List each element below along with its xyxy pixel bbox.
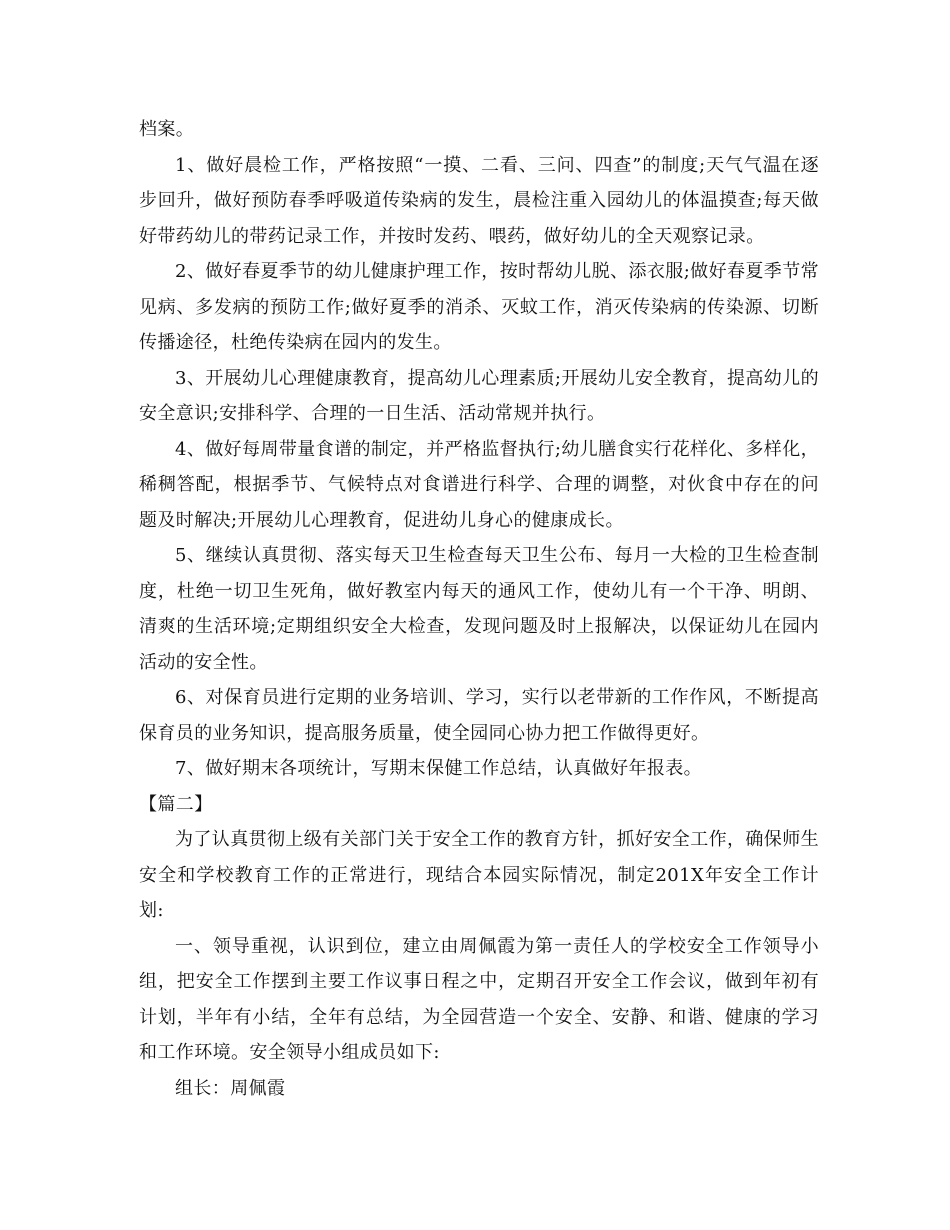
document-body <box>139 112 819 1106</box>
paragraph-intro: 为了认真贯彻上级有关部门关于安全工作的教育方针，抓好安全工作，确保师生安全和学校教育工作的正常进行，现结合本园实际情况，制定201X年安全工作计划: <box>139 829 819 921</box>
paragraph-item-4: 4、做好每周带量食谱的制定，并严格监督执行;幼儿膳食实行花样化、多样化，稀稠答配，根据季节、气候特点对食谱进行科学、合理的调整，对伙食中存在的问题及时解决;开展幼儿心理教育，促进幼儿身心的健康成长。 <box>139 438 819 531</box>
paragraph-item-3: 3、开展幼儿心理健康教育，提高幼儿心理素质;开展幼儿安全教育，提高幼儿的安全意识;安排科学、合理的一日生活、活动常规并执行。 <box>139 367 819 424</box>
paragraph-group-leader: 组长：周佩霞 <box>175 1077 286 1099</box>
paragraph-item-1: 1、做好晨检工作，严格按照“一摸、二看、三问、四查”的制度;天气气温在逐步回升，做好预防春季呼吸道传染病的发生，晨检注重入园幼儿的体温摸查;每天做好带药幼儿的带药记录工作，并按时发药、喂药，做好幼儿的全天观察记录。 <box>139 154 819 247</box>
paragraph-item-2: 2、做好春夏季节的幼儿健康护理工作，按时帮幼儿脱、添衣服;做好春夏季节常见病、多发病的预防工作;做好夏季的消杀、灭蚊工作，消灭传染病的传染源、切断传播途径，杜绝传染病在园内的发生。 <box>139 261 819 353</box>
paragraph-item-7: 7、做好期末各项统计，写期末保健工作总结，认真做好年报表。 <box>175 758 703 779</box>
paragraph-item-5: 5、继续认真贯彻、落实每天卫生检查每天卫生公布、每月一大检的卫生检查制度，杜绝一切卫生死角，做好教室内每天的通风工作，使幼儿有一个干净、明朗、清爽的生活环境;定期组织安全大检查，发现问题及时上报解决，以保证幼儿在园内活动的安全性。 <box>139 545 819 673</box>
paragraph-continuation: 档案。 <box>139 119 195 140</box>
paragraph-section-1: 一、领导重视，认识到位，建立由周佩霞为第一责任人的学校安全工作领导小组，把安全工作摆到主要工作议事日程之中，定期召开安全工作会议，做到年初有计划，半年有小结，全年有总结，为全园营造一个安全、安静、和谐、健康的学习和工作环境。安全领导小组成员如下: <box>139 935 819 1063</box>
section-heading: 【篇二】 <box>139 793 213 815</box>
paragraph-item-6: 6、对保育员进行定期的业务培训、学习，实行以老带新的工作作风，不断提高保育员的业务知识，提高服务质量，使全园同心协力把工作做得更好。 <box>139 687 819 744</box>
